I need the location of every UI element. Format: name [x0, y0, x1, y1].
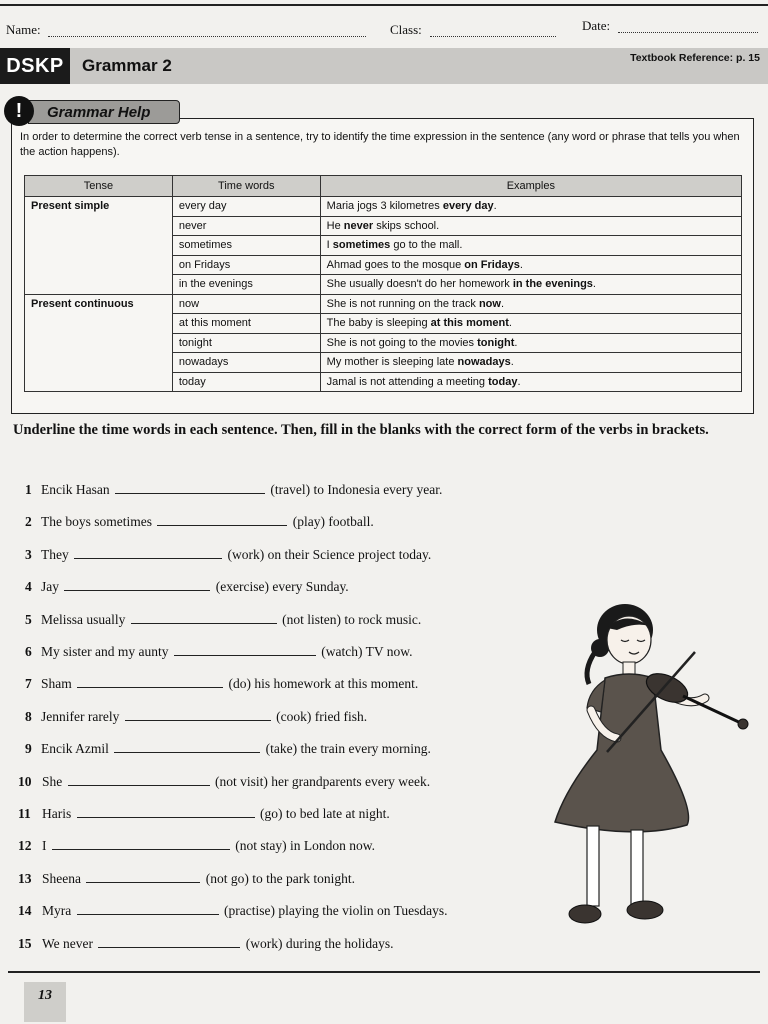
question-number: 8 [25, 708, 32, 724]
exercise-question [18, 870, 355, 887]
exercise-question [18, 837, 375, 854]
example-sentence [320, 314, 741, 334]
example-time-expression: tonight [477, 336, 515, 349]
question-number: 14 [18, 903, 32, 919]
time-word: on Fridays [172, 255, 320, 275]
question-number: 10 [18, 773, 32, 789]
question-verb-prompt: (exercise) every Sunday. [215, 579, 349, 595]
question-verb-prompt: (not visit) her grandparents every week. [215, 773, 431, 789]
exercise-question [25, 546, 431, 563]
top-rule [0, 4, 768, 6]
example-time-expression: today [488, 375, 518, 388]
example-text-end: skips school. [373, 219, 440, 232]
answer-blank[interactable] [98, 935, 240, 948]
example-sentence [320, 255, 741, 275]
answer-blank[interactable] [64, 578, 210, 591]
example-text: Maria jogs 3 kilometres [326, 200, 443, 213]
name-field[interactable] [48, 24, 366, 37]
question-number: 4 [25, 579, 32, 595]
example-sentence [320, 372, 741, 392]
exercise-instruction: Underline the time words in each sentence. Then, fill in the blanks with the correct form of the verbs in brackets. [13, 422, 709, 438]
exercise-question [25, 708, 367, 725]
time-word: today [172, 372, 320, 392]
question-subject: Jennifer rarely [41, 708, 120, 724]
question-verb-prompt: (not stay) in London now. [235, 838, 375, 854]
answer-blank[interactable] [86, 870, 200, 883]
question-verb-prompt: (work) on their Science project today. [227, 546, 432, 562]
question-subject: Melissa usually [41, 611, 126, 627]
example-time-expression: every day [442, 200, 494, 213]
example-sentence [320, 216, 741, 236]
question-subject: Encik Hasan [41, 482, 110, 497]
example-text-end: . [519, 258, 523, 271]
question-verb-prompt: (work) during the holidays. [245, 935, 394, 951]
question-subject: Myra [42, 903, 72, 919]
tense-name: Present simple [25, 197, 173, 295]
question-subject: Sham [41, 676, 72, 692]
question-subject: We never [42, 935, 94, 951]
bottom-rule [8, 971, 760, 973]
example-text: She usually doesn't do her homework [326, 278, 513, 291]
answer-blank[interactable] [77, 675, 223, 688]
time-word: never [172, 216, 320, 236]
answer-blank[interactable] [131, 611, 277, 624]
example-time-expression: now [478, 297, 501, 310]
exercise-question [18, 935, 394, 952]
question-subject: The boys sometimes [41, 514, 152, 530]
exercise-question [25, 481, 442, 498]
question-subject: My sister and my aunty [41, 644, 169, 659]
example-sentence [320, 197, 741, 217]
example-text-end: . [500, 297, 504, 310]
student-info-row [6, 18, 760, 40]
exercise-question [25, 578, 349, 595]
answer-blank[interactable] [74, 546, 222, 559]
answer-blank[interactable] [114, 740, 260, 753]
question-number: 5 [25, 611, 32, 627]
question-number: 1 [25, 482, 32, 497]
question-verb-prompt: (not go) to the park tonight. [205, 870, 355, 886]
class-field[interactable] [430, 24, 556, 37]
question-subject: She [42, 773, 63, 789]
example-text: He [326, 219, 344, 232]
question-verb-prompt: (travel) to Indonesia every year. [270, 482, 443, 497]
example-sentence [320, 275, 741, 295]
exercise-question [25, 740, 431, 757]
example-text: Ahmad goes to the mosque [326, 258, 465, 271]
example-time-expression: nowadays [457, 356, 511, 369]
column-header-examples: Examples [320, 176, 741, 197]
example-text-end: . [510, 356, 514, 369]
question-number: 12 [18, 838, 32, 854]
exercise-question [25, 513, 374, 530]
exercise-question [25, 675, 418, 692]
exercise-question [25, 643, 412, 660]
example-sentence [320, 333, 741, 353]
question-number: 9 [25, 741, 32, 757]
question-verb-prompt: (do) his homework at this moment. [228, 676, 419, 692]
time-word: at this moment [172, 314, 320, 334]
question-number: 11 [18, 806, 31, 821]
example-text: My mother is sleeping late [326, 356, 458, 369]
tense-table-row [25, 197, 742, 217]
time-word: every day [172, 197, 320, 217]
time-word: nowadays [172, 353, 320, 373]
tense-name: Present continuous [25, 294, 173, 392]
example-time-expression: on Fridays [464, 258, 520, 271]
answer-blank[interactable] [77, 805, 255, 818]
exercise-question [25, 611, 421, 628]
question-subject: Encik Azmil [41, 741, 109, 757]
question-verb-prompt: (play) football. [292, 514, 374, 530]
question-number: 15 [18, 935, 32, 951]
question-number: 13 [18, 870, 32, 886]
tense-table-row [25, 294, 742, 314]
answer-blank[interactable] [115, 481, 265, 494]
example-text-end: . [517, 375, 521, 388]
girl-playing-violin-illustration [545, 600, 755, 950]
exclamation-icon: ! [4, 96, 34, 126]
date-label: Date: [582, 18, 611, 33]
example-text: Jamal is not attending a meeting [326, 375, 489, 388]
question-subject: They [41, 546, 69, 562]
example-time-expression: sometimes [332, 239, 391, 252]
time-word: in the evenings [172, 275, 320, 295]
question-subject: I [42, 838, 47, 854]
example-sentence [320, 294, 741, 314]
question-verb-prompt: (go) to bed late at night. [260, 806, 390, 821]
grammar-help-badge [4, 96, 182, 126]
question-subject: Jay [41, 579, 59, 595]
example-time-expression: in the evenings [512, 278, 593, 291]
question-number: 3 [25, 546, 32, 562]
question-number: 7 [25, 676, 32, 692]
example-sentence [320, 353, 741, 373]
time-word: sometimes [172, 236, 320, 256]
example-time-expression: at this moment [430, 317, 509, 330]
answer-blank[interactable] [52, 837, 230, 850]
example-text: She is not going to the movies [326, 336, 478, 349]
example-text: The baby is sleeping [326, 317, 431, 330]
column-header-tense: Tense [25, 176, 173, 197]
answer-blank[interactable] [125, 708, 271, 721]
page-number: 13 [24, 982, 66, 1022]
question-verb-prompt: (take) the train every morning. [265, 741, 431, 757]
time-word: now [172, 294, 320, 314]
example-text-end: go to the mall. [390, 239, 463, 252]
tense-table-header [25, 176, 742, 197]
exercise-question [18, 773, 430, 790]
exercise-question [18, 902, 447, 919]
answer-blank[interactable] [68, 773, 210, 786]
question-verb-prompt: (watch) TV now. [321, 644, 413, 659]
example-sentence [320, 236, 741, 256]
question-number: 6 [25, 644, 32, 659]
textbook-reference: Textbook Reference: p. 15 [630, 52, 760, 64]
question-subject: Sheena [42, 870, 81, 886]
section-header [0, 48, 768, 84]
time-word: tonight [172, 333, 320, 353]
question-verb-prompt: (not listen) to rock music. [282, 611, 422, 627]
question-subject: Haris [42, 806, 72, 821]
dskp-badge: DSKP [0, 48, 70, 84]
question-verb-prompt: (cook) fried fish. [276, 708, 368, 724]
grammar-help-intro: In order to determine the correct verb tense in a sentence, try to identify the time expression in the sentence (any word or phrase that tells you when the action happens). [20, 131, 740, 158]
question-number: 2 [25, 514, 32, 530]
example-text-end: . [493, 200, 497, 213]
example-text: I [326, 239, 333, 252]
example-text-end: . [592, 278, 596, 291]
answer-blank[interactable] [77, 902, 219, 915]
answer-blank[interactable] [174, 643, 316, 656]
class-label: Class: [390, 22, 422, 37]
example-time-expression: never [343, 219, 374, 232]
section-title: Grammar 2 [82, 56, 172, 75]
answer-blank[interactable] [157, 513, 287, 526]
example-text-end: . [514, 336, 518, 349]
date-field[interactable] [618, 20, 758, 33]
column-header-time-words: Time words [172, 176, 320, 197]
example-text: She is not running on the track [326, 297, 479, 310]
tense-table [24, 175, 742, 392]
example-text-end: . [508, 317, 512, 330]
exercise-question [18, 805, 390, 822]
grammar-help-label: Grammar Help [28, 100, 180, 124]
name-label: Name: [6, 22, 41, 37]
question-verb-prompt: (practise) playing the violin on Tuesdays. [224, 903, 448, 919]
